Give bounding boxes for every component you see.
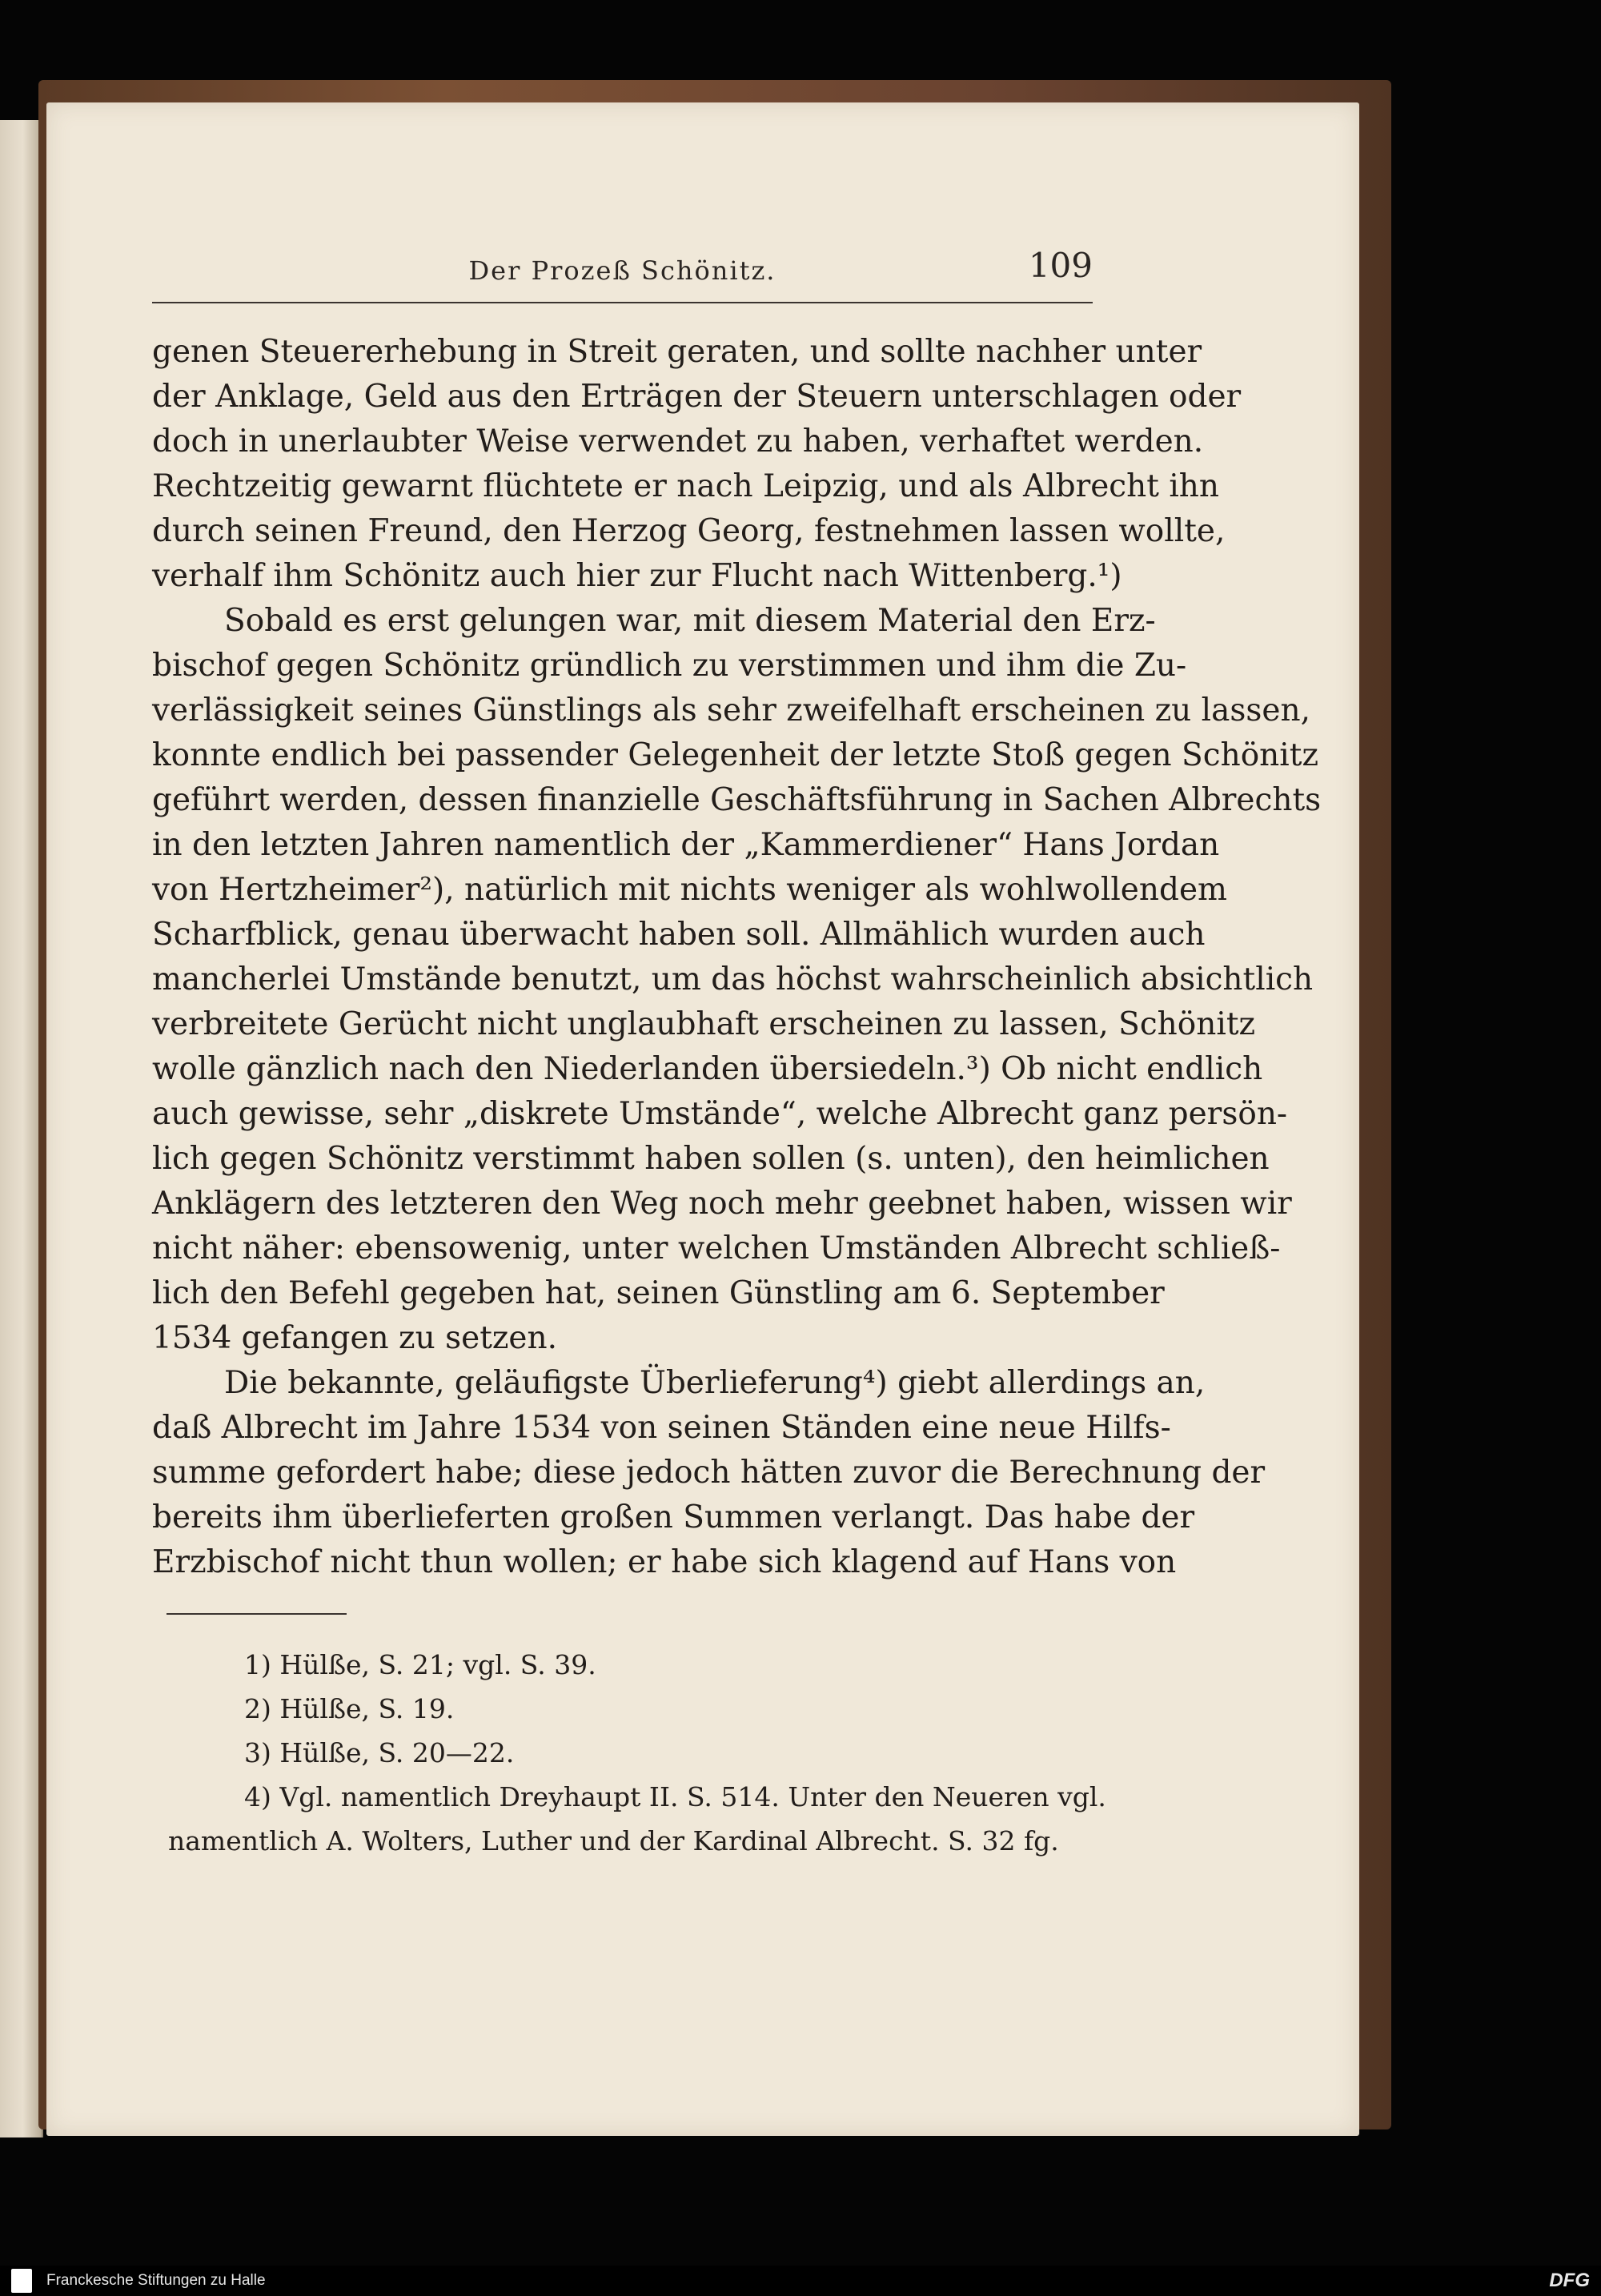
- text-line: verhalf ihm Schönitz auch hier zur Flucht nach Wittenberg.¹): [152, 558, 1122, 594]
- text-line: Scharfblick, genau überwacht haben soll. Allmählich wurden auch: [152, 917, 1206, 953]
- footnote-divider: [167, 1613, 347, 1615]
- text-line: 1534 gefangen zu setzen.: [152, 1320, 558, 1356]
- footnote: 4) Vgl. namentlich Dreyhaupt II. S. 514. Unter den Neueren vgl.: [244, 1781, 1106, 1812]
- footnote: 3) Hülße, S. 20—22.: [244, 1737, 515, 1768]
- library-logo-icon: [11, 2269, 32, 2293]
- paragraph-start-line: Sobald es erst gelungen war, mit diesem Material den Erz-: [224, 603, 1156, 639]
- text-line: der Anklage, Geld aus den Erträgen der Steuern unterschlagen oder: [152, 379, 1242, 415]
- viewer-footer: [0, 2266, 1601, 2296]
- text-line: verbreitete Gerücht nicht unglaubhaft erscheinen zu lassen, Schönitz: [152, 1006, 1256, 1042]
- text-line: bischof gegen Schönitz gründlich zu verstimmen und ihm die Zu-: [152, 648, 1187, 684]
- text-line: durch seinen Freund, den Herzog Georg, festnehmen lassen wollte,: [152, 513, 1226, 549]
- text-line: Anklägern des letzteren den Weg noch mehr geebnet haben, wissen wir: [152, 1186, 1292, 1222]
- footnote-continuation: namentlich A. Wolters, Luther und der Kardinal Albrecht. S. 32 fg.: [168, 1825, 1059, 1856]
- left-page-edge: [0, 120, 43, 2137]
- footnote: 2) Hülße, S. 19.: [244, 1693, 455, 1724]
- text-line: geführt werden, dessen finanzielle Geschäftsführung in Sachen Albrechts: [152, 782, 1322, 818]
- text-line: nicht näher: ebensowenig, unter welchen Umständen Albrecht schließ-: [152, 1230, 1281, 1266]
- text-line: genen Steuererhebung in Streit geraten, und sollte nachher unter: [152, 334, 1202, 370]
- text-line: auch gewisse, sehr „diskrete Umstände“, welche Albrecht ganz persön-: [152, 1096, 1288, 1132]
- text-line: bereits ihm überlieferten großen Summen verlangt. Das habe der: [152, 1499, 1195, 1535]
- running-title: Der Prozeß Schönitz.: [468, 255, 776, 286]
- text-line: verlässigkeit seines Günstlings als sehr zweifelhaft erscheinen zu lassen,: [152, 692, 1310, 729]
- footnotes: [168, 1643, 1133, 1863]
- dfg-logo: DFG: [1549, 2270, 1590, 2291]
- text-line: von Hertzheimer²), natürlich mit nichts weniger als wohlwollendem: [152, 872, 1228, 908]
- text-line: Rechtzeitig gewarnt flüchtete er nach Leipzig, und als Albrecht ihn: [152, 468, 1220, 504]
- text-line: mancherlei Umstände benutzt, um das höchst wahrscheinlich absichtlich: [152, 961, 1314, 997]
- text-line: daß Albrecht im Jahre 1534 von seinen Ständen eine neue Hilfs-: [152, 1410, 1171, 1446]
- page-number: 109: [1028, 246, 1093, 285]
- library-name: Franckesche Stiftungen zu Halle: [46, 2272, 266, 2289]
- text-line: doch in unerlaubter Weise verwendet zu haben, verhaftet werden.: [152, 423, 1204, 460]
- text-line: summe gefordert habe; diese jedoch hätten zuvor die Berechnung der: [152, 1455, 1266, 1491]
- body-text: [152, 330, 1322, 1585]
- text-line: wolle gänzlich nach den Niederlanden übersiedeln.³) Ob nicht endlich: [152, 1051, 1263, 1087]
- text-line: lich gegen Schönitz verstimmt haben sollen (s. unten), den heimlichen: [152, 1141, 1270, 1177]
- paragraph-start-line: Die bekannte, geläufigste Überlieferung⁴) giebt allerdings an,: [224, 1365, 1206, 1401]
- running-head: [152, 244, 1093, 303]
- text-line: Erzbischof nicht thun wollen; er habe sich klagend auf Hans von: [152, 1544, 1177, 1580]
- text-line: in den letzten Jahren namentlich der „Kammerdiener“ Hans Jordan: [152, 827, 1220, 863]
- text-line: konnte endlich bei passender Gelegenheit der letzte Stoß gegen Schönitz: [152, 737, 1318, 773]
- footnote: 1) Hülße, S. 21; vgl. S. 39.: [244, 1649, 596, 1680]
- text-line: lich den Befehl gegeben hat, seinen Günstling am 6. September: [152, 1275, 1165, 1311]
